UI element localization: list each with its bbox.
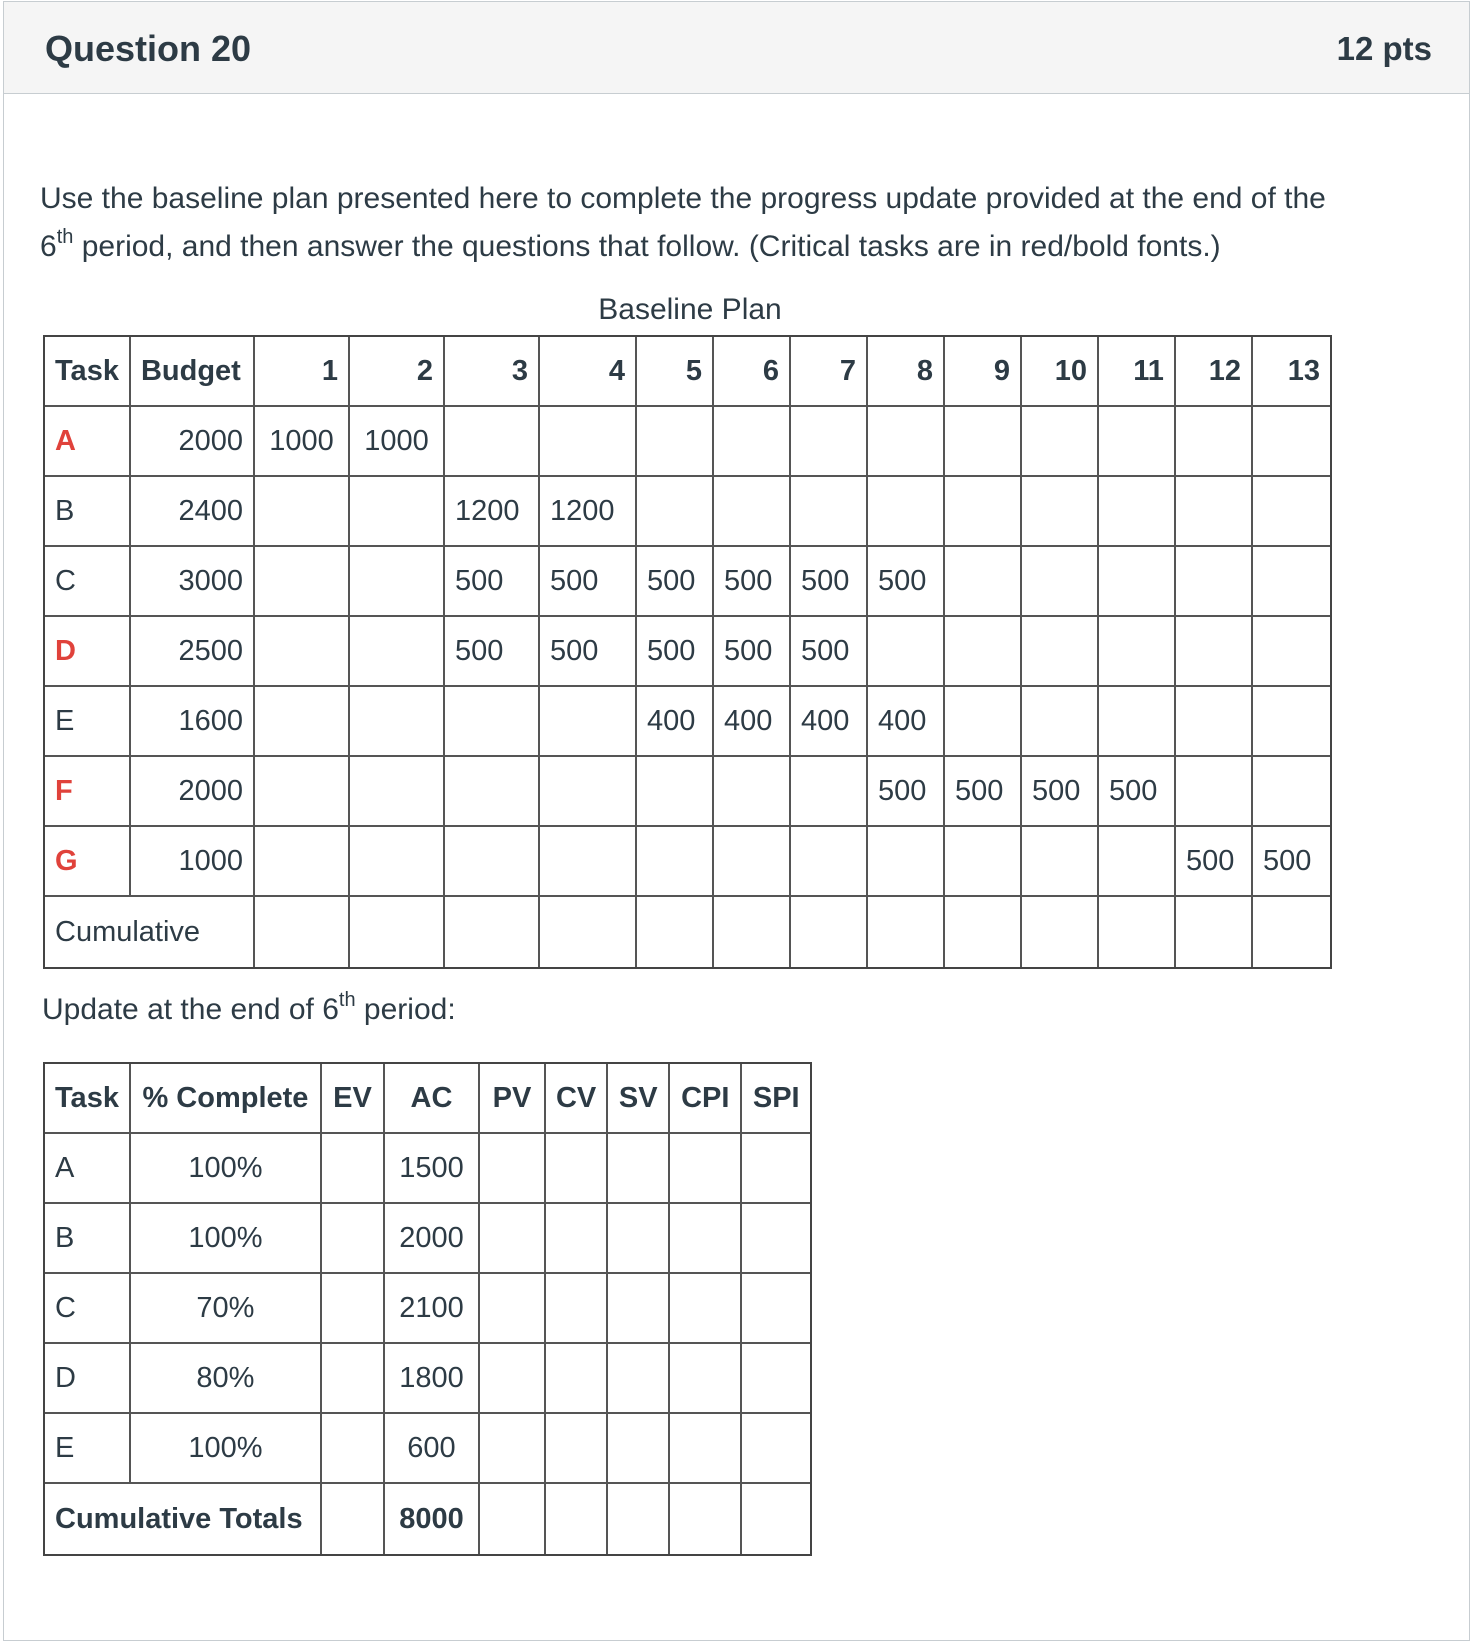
budget-cell: 3000	[131, 547, 255, 617]
baseline-header-cell: 6	[714, 337, 791, 407]
period-cell	[445, 687, 540, 757]
period-cell: 500	[1176, 827, 1253, 897]
period-cell: 500	[868, 547, 945, 617]
update-task: C	[45, 1274, 131, 1344]
period-cell	[350, 687, 445, 757]
period-cell	[1022, 547, 1099, 617]
update-header-cell: % Complete	[131, 1064, 322, 1134]
period-cell	[540, 407, 637, 477]
update-row	[45, 1414, 810, 1484]
cumulative-cell	[791, 897, 868, 967]
period-cell: 1200	[540, 477, 637, 547]
metric-cell	[480, 1274, 546, 1344]
period-cell: 500	[445, 547, 540, 617]
ev-cell	[322, 1274, 385, 1344]
cumulative-cell	[540, 897, 637, 967]
ev-total-cell	[322, 1484, 385, 1554]
period-cell	[637, 477, 714, 547]
period-cell: 500	[637, 617, 714, 687]
period-cell	[255, 827, 350, 897]
update-header-cell: EV	[322, 1064, 385, 1134]
ev-cell	[322, 1414, 385, 1484]
metric-total-cell	[670, 1484, 742, 1554]
budget-cell: 1000	[131, 827, 255, 897]
ac-cell: 1500	[385, 1134, 480, 1204]
update-header-cell: PV	[480, 1064, 546, 1134]
metric-cell	[608, 1134, 670, 1204]
metric-cell	[480, 1344, 546, 1414]
period-cell	[1176, 687, 1253, 757]
update-row	[45, 1274, 810, 1344]
ac-cell: 600	[385, 1414, 480, 1484]
update-header-cell: CV	[546, 1064, 608, 1134]
period-cell	[1253, 477, 1330, 547]
period-cell: 500	[791, 547, 868, 617]
task-label: B	[45, 477, 131, 547]
period-cell	[1099, 827, 1176, 897]
period-cell	[868, 407, 945, 477]
period-cell	[1099, 407, 1176, 477]
period-cell: 400	[791, 687, 868, 757]
prompt-period-suffix: th	[56, 226, 74, 248]
period-cell	[637, 407, 714, 477]
ev-cell	[322, 1204, 385, 1274]
period-cell	[445, 757, 540, 827]
metric-cell	[742, 1344, 810, 1414]
metric-cell	[742, 1274, 810, 1344]
cumulative-cell	[714, 897, 791, 967]
period-cell: 1000	[255, 407, 350, 477]
percent-complete: 70%	[131, 1274, 322, 1344]
update-header-cell: SV	[608, 1064, 670, 1134]
period-cell	[868, 477, 945, 547]
percent-complete: 100%	[131, 1134, 322, 1204]
period-cell: 500	[714, 617, 791, 687]
period-cell	[1176, 617, 1253, 687]
period-cell: 500	[445, 617, 540, 687]
metric-cell	[742, 1204, 810, 1274]
period-cell	[1253, 757, 1330, 827]
period-cell	[791, 757, 868, 827]
period-cell	[791, 477, 868, 547]
update-header-cell: CPI	[670, 1064, 742, 1134]
period-cell	[1099, 547, 1176, 617]
baseline-header-cell: 7	[791, 337, 868, 407]
period-cell	[1176, 407, 1253, 477]
period-cell	[714, 477, 791, 547]
period-cell	[945, 477, 1022, 547]
baseline-header-cell: 1	[255, 337, 350, 407]
period-cell: 500	[868, 757, 945, 827]
metric-cell	[670, 1204, 742, 1274]
period-cell: 500	[1022, 757, 1099, 827]
period-cell	[791, 827, 868, 897]
metric-cell	[670, 1344, 742, 1414]
task-label: E	[45, 687, 131, 757]
period-cell	[255, 757, 350, 827]
period-cell: 400	[868, 687, 945, 757]
metric-cell	[546, 1204, 608, 1274]
baseline-row	[45, 407, 1330, 477]
period-cell	[714, 827, 791, 897]
period-cell	[350, 617, 445, 687]
budget-cell: 2400	[131, 477, 255, 547]
period-cell	[350, 757, 445, 827]
period-cell	[868, 827, 945, 897]
period-cell	[1022, 617, 1099, 687]
cumulative-cell	[1022, 897, 1099, 967]
metric-cell	[480, 1134, 546, 1204]
period-cell: 500	[637, 547, 714, 617]
baseline-header-cell: 3	[445, 337, 540, 407]
question-prompt	[40, 175, 1440, 271]
period-cell	[945, 827, 1022, 897]
baseline-header-cell: 12	[1176, 337, 1253, 407]
cumulative-cell	[1099, 897, 1176, 967]
period-cell	[350, 827, 445, 897]
update-header-cell: AC	[385, 1064, 480, 1134]
metric-cell	[670, 1134, 742, 1204]
metric-cell	[608, 1274, 670, 1344]
baseline-header-cell: 10	[1022, 337, 1099, 407]
period-cell	[714, 407, 791, 477]
budget-cell: 2000	[131, 407, 255, 477]
baseline-header-cell: Task	[45, 337, 131, 407]
metric-cell	[608, 1204, 670, 1274]
metric-cell	[546, 1344, 608, 1414]
period-cell	[945, 617, 1022, 687]
budget-cell: 2000	[131, 757, 255, 827]
period-cell	[637, 827, 714, 897]
period-cell	[350, 477, 445, 547]
metric-total-cell	[742, 1484, 810, 1554]
period-cell	[1253, 547, 1330, 617]
metric-total-cell	[546, 1484, 608, 1554]
cumulative-cell	[255, 897, 350, 967]
period-cell: 500	[791, 617, 868, 687]
period-cell	[714, 757, 791, 827]
percent-complete: 100%	[131, 1204, 322, 1274]
period-cell	[1099, 687, 1176, 757]
baseline-header-cell: 8	[868, 337, 945, 407]
baseline-row	[45, 547, 1330, 617]
baseline-header-cell: 4	[540, 337, 637, 407]
metric-cell	[480, 1204, 546, 1274]
period-cell	[1253, 617, 1330, 687]
period-cell	[1022, 687, 1099, 757]
baseline-table	[43, 335, 1332, 969]
cumulative-cell	[637, 897, 714, 967]
period-cell	[945, 547, 1022, 617]
update-header-cell: Task	[45, 1064, 131, 1134]
question-points: 12 pts	[1336, 30, 1432, 67]
task-label: A	[45, 407, 131, 477]
period-cell	[1022, 407, 1099, 477]
period-cell: 1200	[445, 477, 540, 547]
period-cell	[637, 757, 714, 827]
metric-cell	[742, 1414, 810, 1484]
prompt-line-1: Use the baseline plan presented here to complete the progress update provided at the end of the	[40, 182, 1326, 215]
period-cell	[1176, 547, 1253, 617]
period-cell	[255, 617, 350, 687]
budget-cell: 2500	[131, 617, 255, 687]
metric-cell	[670, 1414, 742, 1484]
question-title: Question 20	[45, 28, 252, 69]
period-cell: 400	[637, 687, 714, 757]
totals-row	[45, 1484, 810, 1554]
period-cell	[445, 407, 540, 477]
prompt-line-2: period, and then answer the questions that follow. (Critical tasks are in red/bold fonts.)	[73, 230, 1221, 263]
cumulative-cell	[1253, 897, 1330, 967]
period-cell: 500	[1253, 827, 1330, 897]
ac-cell: 2100	[385, 1274, 480, 1344]
update-task: A	[45, 1134, 131, 1204]
period-cell	[540, 827, 637, 897]
baseline-row	[45, 477, 1330, 547]
baseline-header-cell: 2	[350, 337, 445, 407]
baseline-header-cell: 5	[637, 337, 714, 407]
period-cell	[1022, 477, 1099, 547]
update-header-cell: SPI	[742, 1064, 810, 1134]
task-label: D	[45, 617, 131, 687]
cumulative-label: Cumulative	[45, 897, 255, 967]
baseline-row	[45, 617, 1330, 687]
metric-cell	[608, 1414, 670, 1484]
period-cell	[540, 757, 637, 827]
update-period-number: 6	[322, 993, 339, 1026]
cumulative-row	[45, 897, 1330, 967]
period-cell	[945, 687, 1022, 757]
percent-complete: 80%	[131, 1344, 322, 1414]
cumulative-cell	[1176, 897, 1253, 967]
period-cell: 500	[1099, 757, 1176, 827]
metric-cell	[608, 1344, 670, 1414]
update-row	[45, 1204, 810, 1274]
baseline-row	[45, 687, 1330, 757]
period-cell	[1022, 827, 1099, 897]
task-label: C	[45, 547, 131, 617]
baseline-row	[45, 757, 1330, 827]
metric-cell	[546, 1414, 608, 1484]
baseline-header-row	[45, 337, 1330, 407]
period-cell	[791, 407, 868, 477]
period-cell	[255, 547, 350, 617]
update-task: E	[45, 1414, 131, 1484]
period-cell	[1176, 757, 1253, 827]
cumulative-cell	[445, 897, 540, 967]
update-label-tail: period:	[355, 993, 456, 1026]
update-table	[43, 1062, 812, 1556]
update-task: D	[45, 1344, 131, 1414]
period-cell: 500	[540, 547, 637, 617]
ac-total-cell: 8000	[385, 1484, 480, 1554]
metric-total-cell	[480, 1484, 546, 1554]
ac-cell: 1800	[385, 1344, 480, 1414]
cumulative-cell	[868, 897, 945, 967]
ev-cell	[322, 1344, 385, 1414]
period-cell	[1099, 617, 1176, 687]
update-period-suffix: th	[338, 989, 356, 1011]
ac-cell: 2000	[385, 1204, 480, 1274]
cumulative-cell	[350, 897, 445, 967]
update-header-row	[45, 1064, 810, 1134]
update-label-text: Update at the end of	[42, 993, 323, 1026]
question-header	[4, 2, 1469, 94]
period-cell	[945, 407, 1022, 477]
period-cell	[255, 687, 350, 757]
period-cell: 500	[945, 757, 1022, 827]
period-cell: 400	[714, 687, 791, 757]
metric-cell	[670, 1274, 742, 1344]
period-cell: 1000	[350, 407, 445, 477]
baseline-header-cell: Budget	[131, 337, 255, 407]
period-cell	[1176, 477, 1253, 547]
update-task: B	[45, 1204, 131, 1274]
percent-complete: 100%	[131, 1414, 322, 1484]
cumulative-cell	[945, 897, 1022, 967]
task-label: F	[45, 757, 131, 827]
period-cell	[1253, 687, 1330, 757]
task-label: G	[45, 827, 131, 897]
prompt-period-number: 6	[40, 230, 57, 263]
baseline-header-cell: 11	[1099, 337, 1176, 407]
baseline-caption: Baseline Plan	[598, 293, 782, 326]
period-cell	[255, 477, 350, 547]
metric-cell	[480, 1414, 546, 1484]
period-cell	[868, 617, 945, 687]
baseline-row	[45, 827, 1330, 897]
period-cell: 500	[540, 617, 637, 687]
update-row	[45, 1134, 810, 1204]
budget-cell: 1600	[131, 687, 255, 757]
metric-cell	[546, 1134, 608, 1204]
period-cell	[350, 547, 445, 617]
update-label	[42, 989, 456, 1027]
metric-cell	[546, 1274, 608, 1344]
totals-label: Cumulative Totals	[45, 1484, 322, 1554]
period-cell: 500	[714, 547, 791, 617]
period-cell	[445, 827, 540, 897]
baseline-header-cell: 13	[1253, 337, 1330, 407]
period-cell	[1099, 477, 1176, 547]
metric-cell	[742, 1134, 810, 1204]
period-cell	[1253, 407, 1330, 477]
metric-total-cell	[608, 1484, 670, 1554]
period-cell	[540, 687, 637, 757]
update-row	[45, 1344, 810, 1414]
baseline-header-cell: 9	[945, 337, 1022, 407]
ev-cell	[322, 1134, 385, 1204]
